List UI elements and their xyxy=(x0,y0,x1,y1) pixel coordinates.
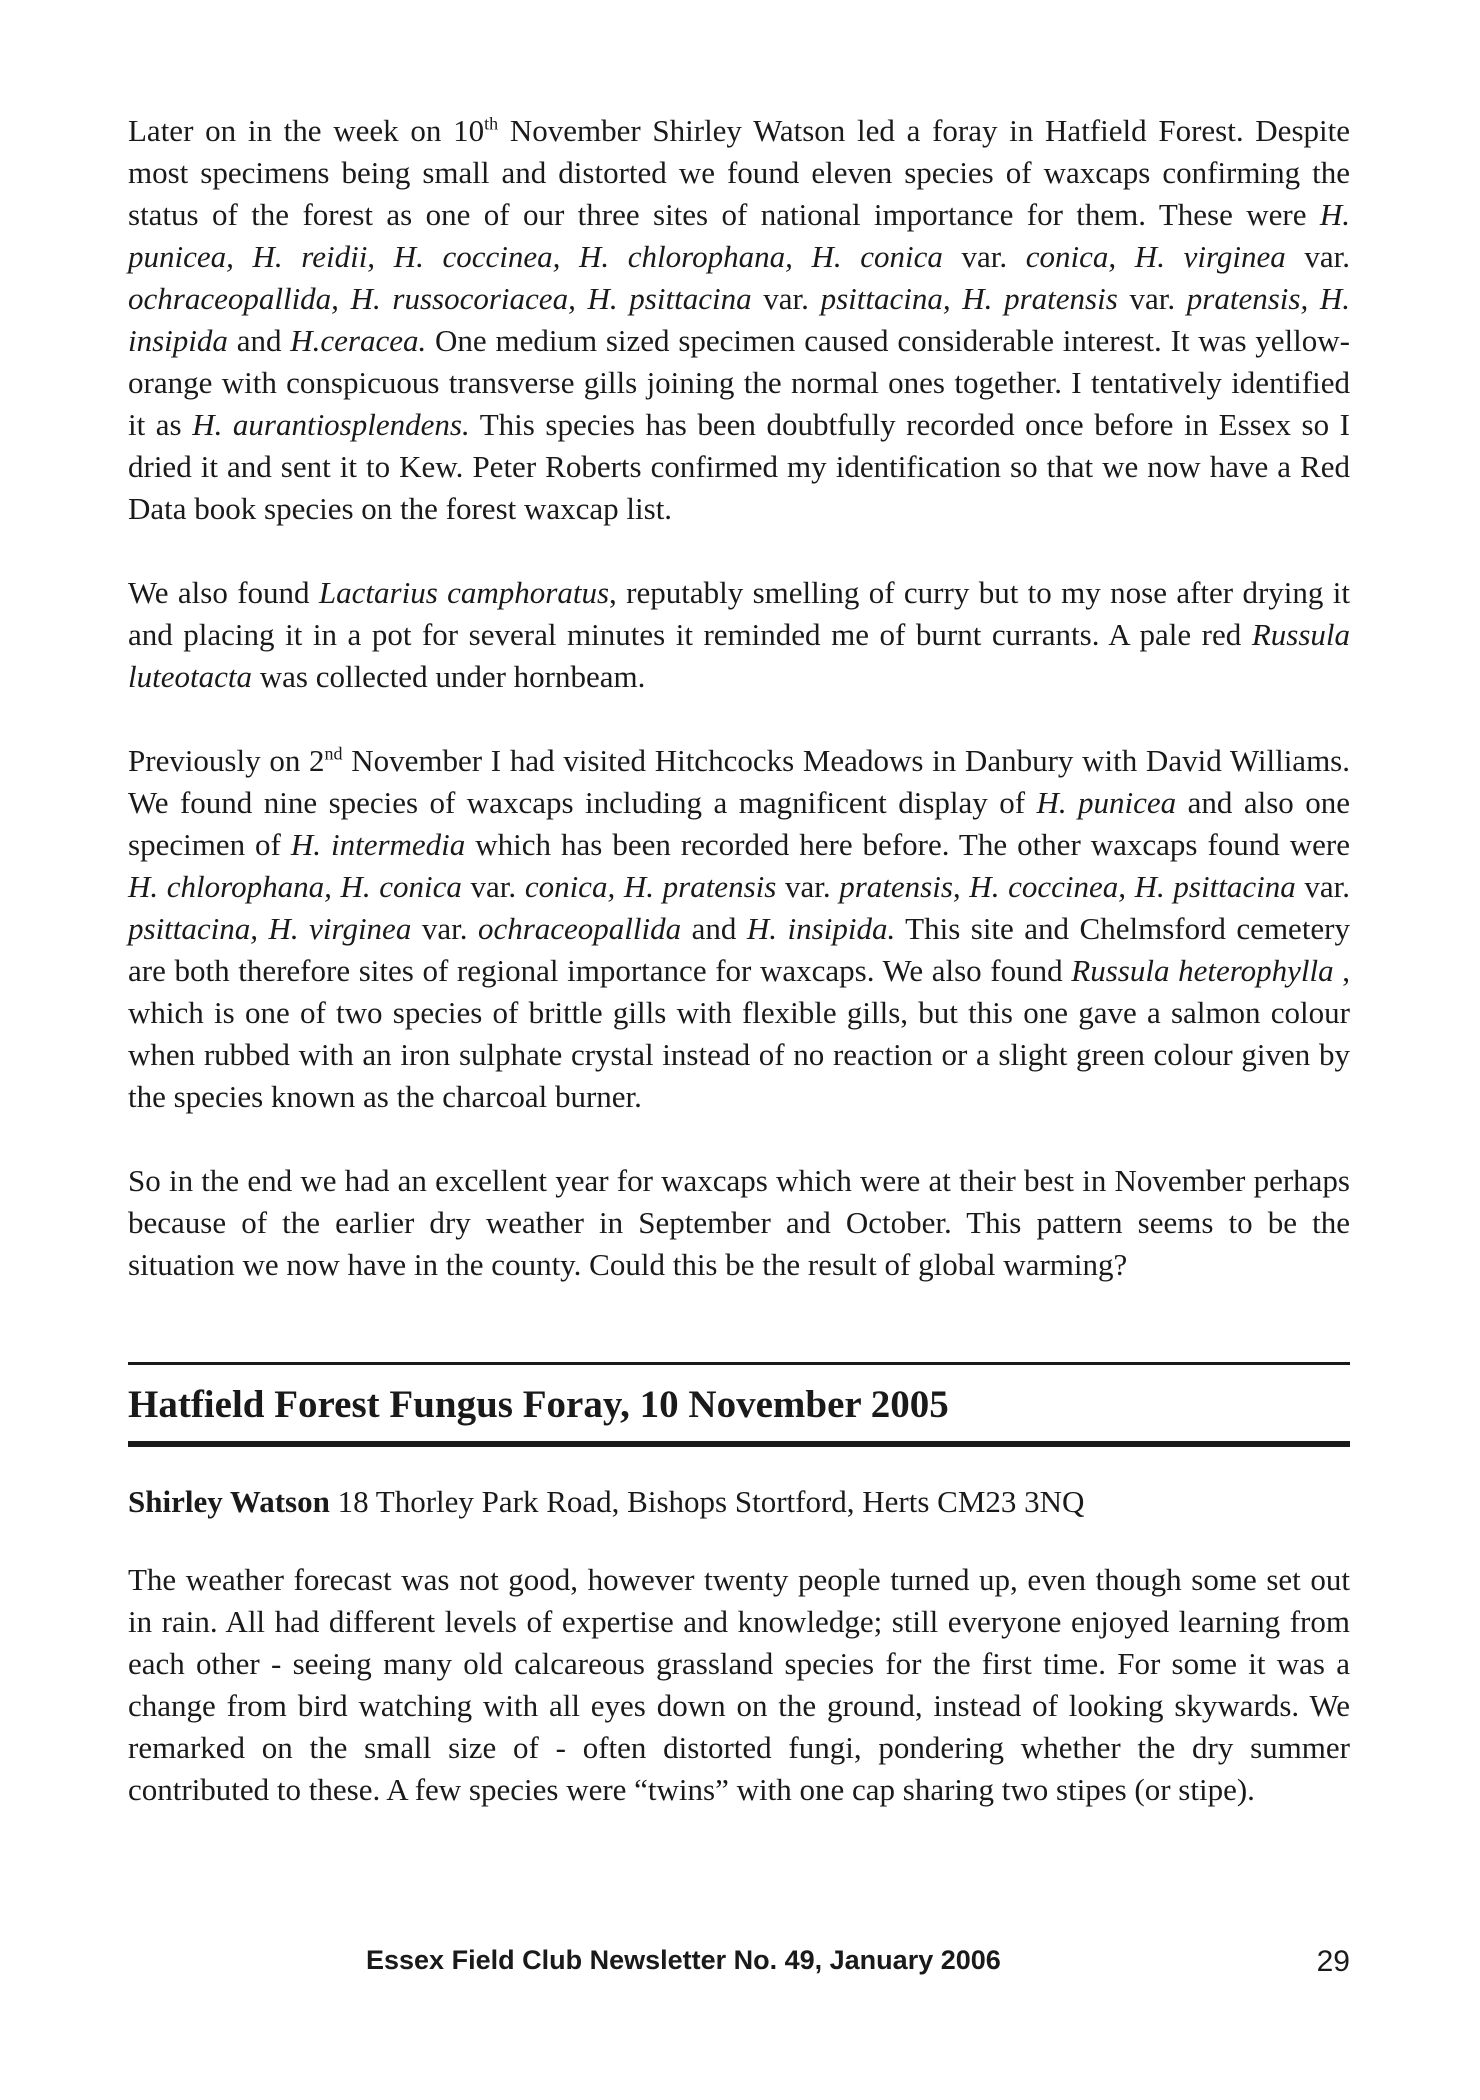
paragraph-hatfield-waxcaps: Later on in the week on 10th November Shirley Watson led a foray in Hatfield Forest. Despite most specimens being small and distorted we found eleven species of waxcaps confirming the status of the forest as one of our three sites of national importance for them. These were H. punicea, H. reidii, H. coccinea, H. chlorophana, H. conica var. conica, H. virginea var. ochraceopallida, H. russocoriacea, H. psittacina var. psittacina, H. pratensis var. pratensis, H. insipida and H.ceracea. One medium sized specimen caused considerable interest. It was yellow-orange with conspicuous transverse gills joining the normal ones together. I tentatively identified it as H. aurantiosplendens. This species has been doubtfully recorded once before in Essex so I dried it and sent it to Kew. Peter Roberts confirmed my identification so that we now have a Red Data book species on the forest waxcap list. xyxy=(128,113,1351,526)
page-footer xyxy=(128,1945,1350,1985)
section-rule-bottom xyxy=(128,1441,1350,1447)
author-name: Shirley Watson xyxy=(128,1484,330,1519)
section-heading: Hatfield Forest Fungus Foray, 10 November 2005 xyxy=(128,1383,949,1426)
paragraph-conclusion: So in the end we had an excellent year for waxcaps which were at their best in November perhaps because of the earlier dry weather in September and October. This pattern seems to be the situation we now have in the county. Could this be the result of global warming? xyxy=(128,1163,1350,1282)
page-number: 29 xyxy=(1316,1945,1350,1978)
paragraph-foray-report: The weather forecast was not good, however twenty people turned up, even though some set out in rain. All had different levels of expertise and knowledge; still everyone enjoyed learning from each other - seeing many old calcareous grassland species for the first time. For some it was a change from bird watching with all eyes down on the ground, instead of looking skywards. We remarked on the small size of - often distorted fungi, pondering whether the dry summer contributed to these. A few species were “twins” with one cap sharing two stipes (or stipe). xyxy=(128,1562,1350,1807)
section-rule-top xyxy=(128,1362,1350,1365)
author-address: 18 Thorley Park Road, Bishops Stortford, Herts CM23 3NQ xyxy=(329,1484,1085,1519)
paragraph-hitchcocks-meadows: Previously on 2nd November I had visited Hitchcocks Meadows in Danbury with David Williams. We found nine species of waxcaps including a magnificent display of H. punicea and also one specimen of H. intermedia which has been recorded here before. The other waxcaps found were H. chlorophana, H. conica var. conica, H. pratensis var. pratensis, H. coccinea, H. psittacina var. psittacina, H. virginea var. ochraceopallida and H. insipida. This site and Chelmsford cemetery are both therefore sites of regional importance for waxcaps. We also found Russula heterophylla , which is one of two species of brittle gills with flexible gills, but this one gave a salmon colour when rubbed with an iron sulphate crystal instead of no reaction or a slight green colour given by the species known as the charcoal burner. xyxy=(128,743,1351,1114)
author-line xyxy=(128,1481,1350,1523)
footer-publication-title: Essex Field Club Newsletter No. 49, January 2006 xyxy=(366,1945,1001,1975)
page-body xyxy=(128,110,1350,1811)
paragraph-lactarius: We also found Lactarius camphoratus, reputably smelling of curry but to my nose after drying it and placing it in a pot for several minutes it reminded me of burnt currants. A pale red Russula luteotacta was collected under hornbeam. xyxy=(128,575,1351,694)
